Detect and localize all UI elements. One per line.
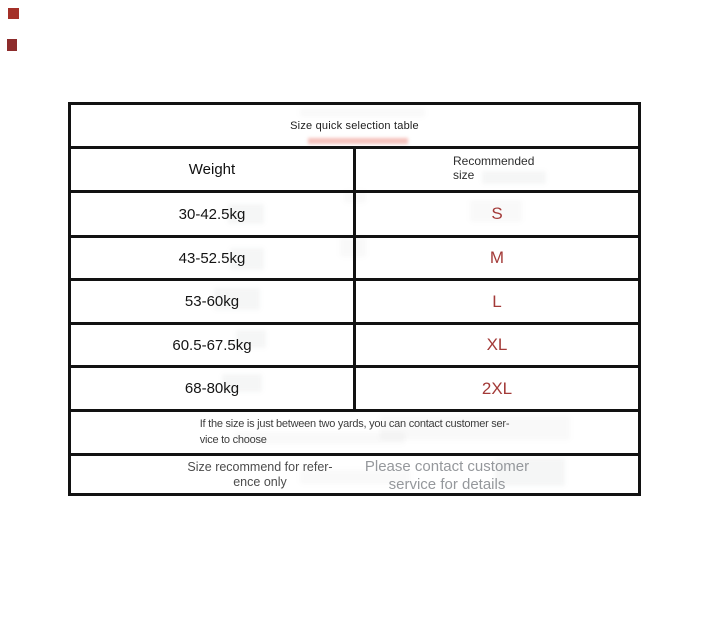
red-stamp-icon <box>7 39 17 51</box>
column-header-weight: Weight <box>70 148 355 192</box>
table-row <box>70 324 640 367</box>
size-value: XL <box>355 324 640 367</box>
size-table <box>68 102 641 496</box>
table-row <box>70 192 640 237</box>
weight-value: 68-80kg <box>70 367 355 411</box>
column-header-recommended-size <box>355 148 640 192</box>
size-value: 2XL <box>355 367 640 411</box>
table-row <box>70 367 640 411</box>
table-note-row <box>70 411 640 455</box>
table-footer-row <box>70 455 640 495</box>
note-text-lines <box>200 417 509 447</box>
recommended-size-label: Recommended size <box>453 154 535 182</box>
note-line-1: If the size is just between two yards, you can contact customer ser- <box>199 418 510 431</box>
weight-value: 30-42.5kg <box>70 192 355 237</box>
table-row <box>70 237 640 280</box>
table-row <box>70 280 640 324</box>
size-value: S <box>355 192 640 237</box>
size-value: L <box>355 280 640 324</box>
footer-content <box>71 456 638 493</box>
weight-value: 43-52.5kg <box>70 237 355 280</box>
table-title: Size quick selection table <box>70 104 640 148</box>
red-stamp-icon <box>8 8 19 19</box>
weight-value: 60.5-67.5kg <box>70 324 355 367</box>
footer-left-line-2: ence only <box>233 474 287 489</box>
footer-left-text <box>181 460 339 489</box>
note-line-2: vice to choose <box>199 433 267 446</box>
size-value: M <box>355 237 640 280</box>
table-header-row <box>70 148 640 192</box>
note-text <box>70 411 640 455</box>
footer-right-line-2: service for details <box>388 475 506 493</box>
footer-cell <box>70 455 640 495</box>
footer-right-line-1: Please contact customer <box>364 458 530 476</box>
footer-right-text <box>347 458 547 493</box>
weight-value: 53-60kg <box>70 280 355 324</box>
footer-left-line-1: Size recommend for refer- <box>187 460 333 475</box>
table-title-row <box>70 104 640 148</box>
